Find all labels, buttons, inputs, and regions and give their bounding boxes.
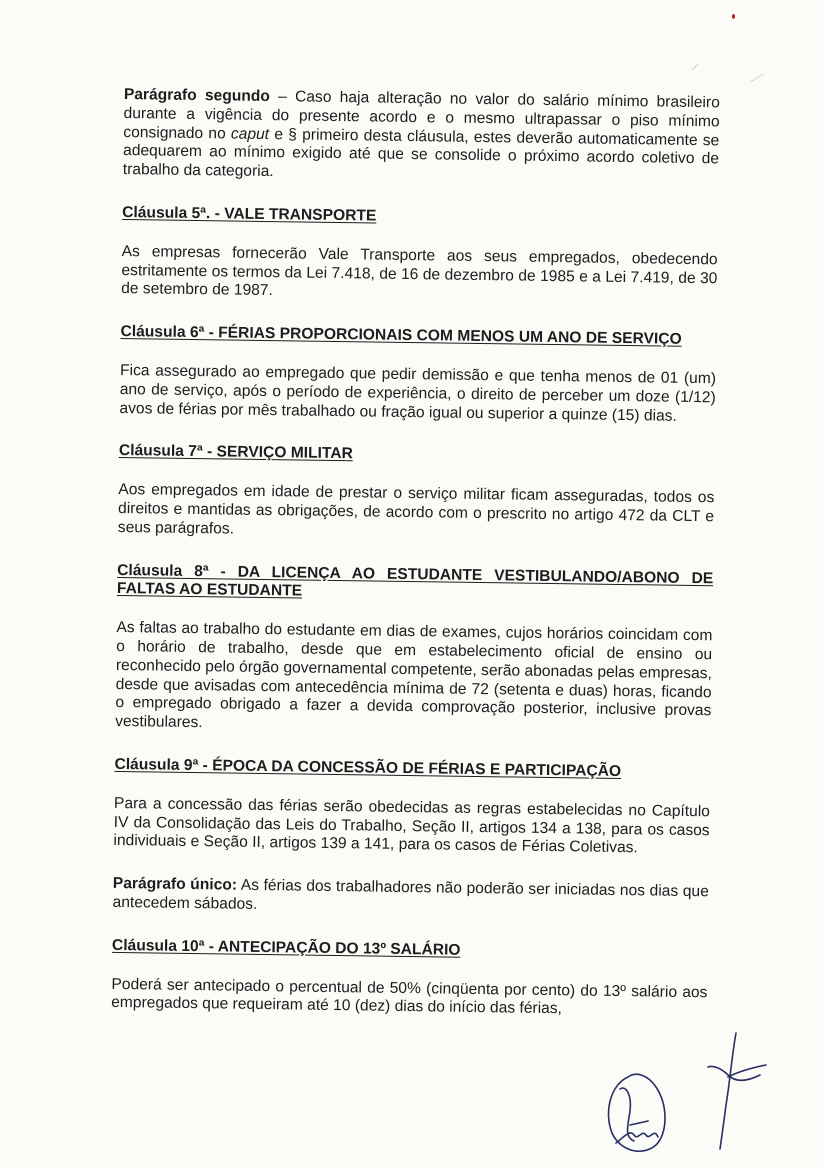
ink-speck	[732, 14, 735, 19]
scan-mark	[690, 60, 770, 90]
dash: –	[269, 88, 296, 106]
clausula-9-body: Para a concessão das férias serão obedecidas as regras estabelecidas no Capítulo IV da Consolidação das Leis do Trabalho, Seção II, artigos 134 a 138, para os casos individuais e Seção II, artigos 139 a 141, para os casos de Férias Coletivas.	[113, 794, 711, 857]
paragrafo-segundo	[123, 86, 720, 188]
paragrafo-segundo-label: Parágrafo segundo	[123, 86, 271, 106]
clausula-6-heading: Cláusula 6ª - FÉRIAS PROPORCIONAIS COM MENOS UM ANO DE SERVIÇO	[120, 323, 682, 348]
signatures	[590, 1025, 790, 1165]
clausula-9-paragrafo-unico	[112, 875, 708, 921]
document-body	[111, 86, 720, 1045]
clausula-6-body: Fica assegurado ao empregado que pedir demissão e que tenha menos de 01 (um) ano de serviço, após o período de experiência, o direito de perceber um doze (1/12) avos de férias por mês trabalhado ou fração igual ou superior a quinze (15) dias.	[119, 361, 717, 425]
clausula-10-body: Poderá ser antecipado o percentual de 50% (cinqüenta por cento) do 13º salário aos empregados que requeiram até 10 (dez) dias do início das férias,	[111, 975, 708, 1018]
signature-initials	[708, 1033, 766, 1149]
paragrafo-unico-text: As férias dos trabalhadores não poderão ser iniciadas nos dias que antecedem sábados.	[112, 876, 709, 913]
clausula-8-heading: Cláusula 8ª - DA LICENÇA AO ESTUDANTE VESTIBULANDO/ABONO DE FALTAS AO ESTUDANTE	[116, 561, 714, 600]
caput-term: caput	[230, 125, 270, 143]
signature-circle	[609, 1074, 665, 1151]
clausula-5-heading: Cláusula 5ª. - VALE TRANSPORTE	[122, 203, 377, 225]
paragrafo-segundo-text-a: Caso haja alteração no valor do salário mínimo brasileiro durante a vigência do presente acordo e o mesmo ultrapassar o piso mínimo consignado no	[123, 88, 720, 143]
clausula-9-heading: Cláusula 9ª - ÉPOCA DA CONCESSÃO DE FÉRIAS E PARTICIPAÇÃO	[114, 755, 622, 780]
clausula-10-heading: Cláusula 10ª - ANTECIPAÇÃO DO 13º SALÁRIO	[111, 936, 461, 959]
clausula-8-body: As faltas ao trabalho do estudante em dias de exames, cujos horários coincidam com o horário de trabalho, desde que em estabelecimento oficial de ensino ou reconhecido pelo órgão governamental competente, serão abonadas pelas empresas, desde que avisadas com antecedência mínima de 72 (setenta e duas) horas, ficando o empregado obrigado a fazer a devida comprovação posterior, inclusive provas vestibulares.	[115, 619, 713, 732]
clausula-7-body: Aos empregados em idade de prestar o serviço militar ficam asseguradas, todos os direitos e mantidas as obrigações, de acordo com o prescrito no artigo 472 da CLT e seus parágrafos.	[117, 481, 715, 538]
paragrafo-unico-label: Parágrafo único:	[112, 875, 238, 894]
clausula-5-body: As empresas fornecerão Vale Transporte aos seus empregados, obedecendo estritamente os termos da Lei 7.418, de 16 de dezembro de 1985 e a Lei 7.419, de 30 de setembro de 1987.	[121, 242, 718, 300]
clausula-7-heading: Cláusula 7ª - SERVIÇO MILITAR	[118, 442, 353, 463]
paragrafo-segundo-text-b: e § primeiro desta cláusula, estes deverão automaticamente se adequarem ao mínimo exigido até que se consolide o próximo acordo coletivo de trabalho da categoria.	[122, 125, 720, 181]
